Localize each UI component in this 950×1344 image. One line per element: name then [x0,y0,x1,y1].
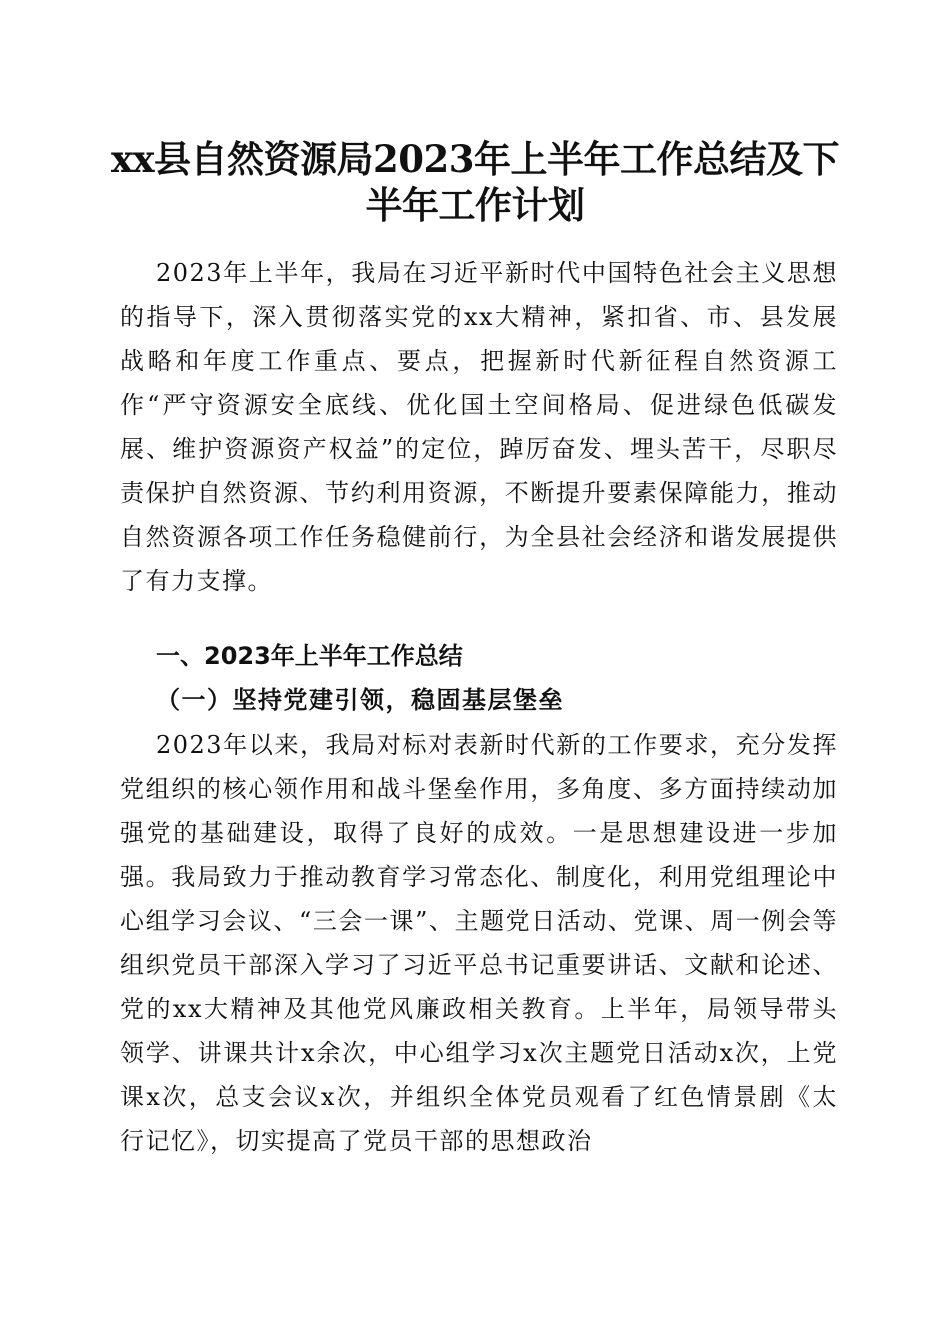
section-paragraph: 2023年以来，我局对标对表新时代新的工作要求，充分发挥党组织的核心领作用和战斗堡垒作用，多角度、多方面持续动加强党的基础建设，取得了良好的成效。一是思想建设进一步加强。我局致力于推动教育学习常态化、制度化，利用党组理论中心组学习会议、“三会一课”、主题党日活动、党课、周一例会等组织党员干部深入学习了习近平总书记重要讲话、文献和论述、党的xx大精神及其他党风廉政相关教育。上半年，局领导带头领学、讲课共计x余次，中心组学习x次主题党日活动x次，上党课x次，总支会议x次，并组织全体党员观看了红色情景剧《太行记忆》，切实提高了党员干部的思想政治 [120,731,838,1155]
section-heading: 一、2023年上半年工作总结 [156,642,463,670]
document-title: xx县自然资源局2023年上半年工作总结及下半年工作计划 [110,137,840,227]
intro-paragraph: 2023年上半年，我局在习近平新时代中国特色社会主义思想的指导下，深入贯彻落实党的xx大精神，紧扣省、市、县发展战略和年度工作重点、要点，把握新时代新征程自然资源工作“严守资源安全底线、优化国土空间格局、促进绿色低碳发展、维护资源资产权益”的定位，踔厉奋发、埋头苦干，尽职尽责保护自然资源、节约利用资源，不断提升要素保障能力，推动自然资源各项工作任务稳健前行，为全县社会经济和谐发展提供了有力支撑。 [120,259,838,595]
subsection-heading: （一）坚持党建引领，稳固基层堡垒 [156,685,564,714]
